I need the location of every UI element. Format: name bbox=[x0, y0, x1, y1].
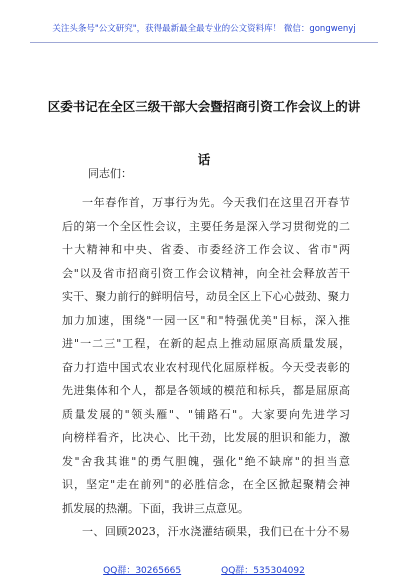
body-line: 十大精神和中央、省委、市委经济工作会议、省市"两 bbox=[62, 243, 350, 256]
document-title: 区委书记在全区三级干部大会暨招商引资工作会议上的讲 bbox=[47, 99, 361, 114]
body-line: 实干、聚力前行的鲜明信号，动员全区上下心心鼓劲、聚力 bbox=[62, 290, 350, 303]
document-body bbox=[62, 191, 350, 544]
body-line: 进"一二三"工程，在新的起点上推动屈原高质量发展， bbox=[62, 337, 350, 350]
header-divider bbox=[30, 42, 378, 43]
footer-qq-group-2[interactable]: QQ群：535304092 bbox=[221, 566, 305, 576]
body-line: 奋力打造中国式农业农村现代化屈原样板。今天受表彰的 bbox=[62, 360, 350, 374]
salutation: 同志们： bbox=[88, 167, 132, 180]
body-line: 加力加速，围绕"一园一区"和"特强优美"目标，深入推 bbox=[62, 313, 350, 327]
body-line: 一、回顾2023，汗水浇灌结硕果，我们已在十分不易 bbox=[82, 525, 350, 538]
footer-contacts bbox=[0, 563, 408, 576]
footer-qq-group-1[interactable]: QQ群：30265665 bbox=[103, 566, 182, 576]
body-line: 会"以及省市招商引资工作会议精神，向全社会释放苦干 bbox=[62, 266, 350, 280]
document-title-continued: 话 bbox=[197, 152, 211, 167]
header-promo: 关注头条号"公文研究"，获得最新最全最专业的公文资料库！ 微信：gongwenyj bbox=[52, 24, 356, 34]
body-line: 先进集体和个人，都是各领域的模范和标兵，都是屈原高 bbox=[62, 384, 350, 397]
body-line: 抓发展的热潮。下面，我讲三点意见。 bbox=[62, 501, 249, 515]
body-line: 识，坚定"走在前列"的必胜信念，在全区掀起聚精会神 bbox=[62, 478, 350, 491]
body-line: 向榜样看齐，比决心、比干劲，比发展的胆识和能力，激 bbox=[62, 431, 350, 444]
body-line: 后的第一个全区性会议，主要任务是深入学习贯彻党的二 bbox=[62, 219, 350, 233]
body-line: 发"舍我其谁"的勇气胆魄，强化"绝不缺席"的担当意 bbox=[62, 454, 350, 468]
body-line: 质量发展的"领头雁"、"铺路石"。大家要向先进学习 bbox=[62, 407, 350, 421]
body-line: 一年春作首，万事行为先。今天我们在这里召开春节 bbox=[82, 196, 350, 209]
